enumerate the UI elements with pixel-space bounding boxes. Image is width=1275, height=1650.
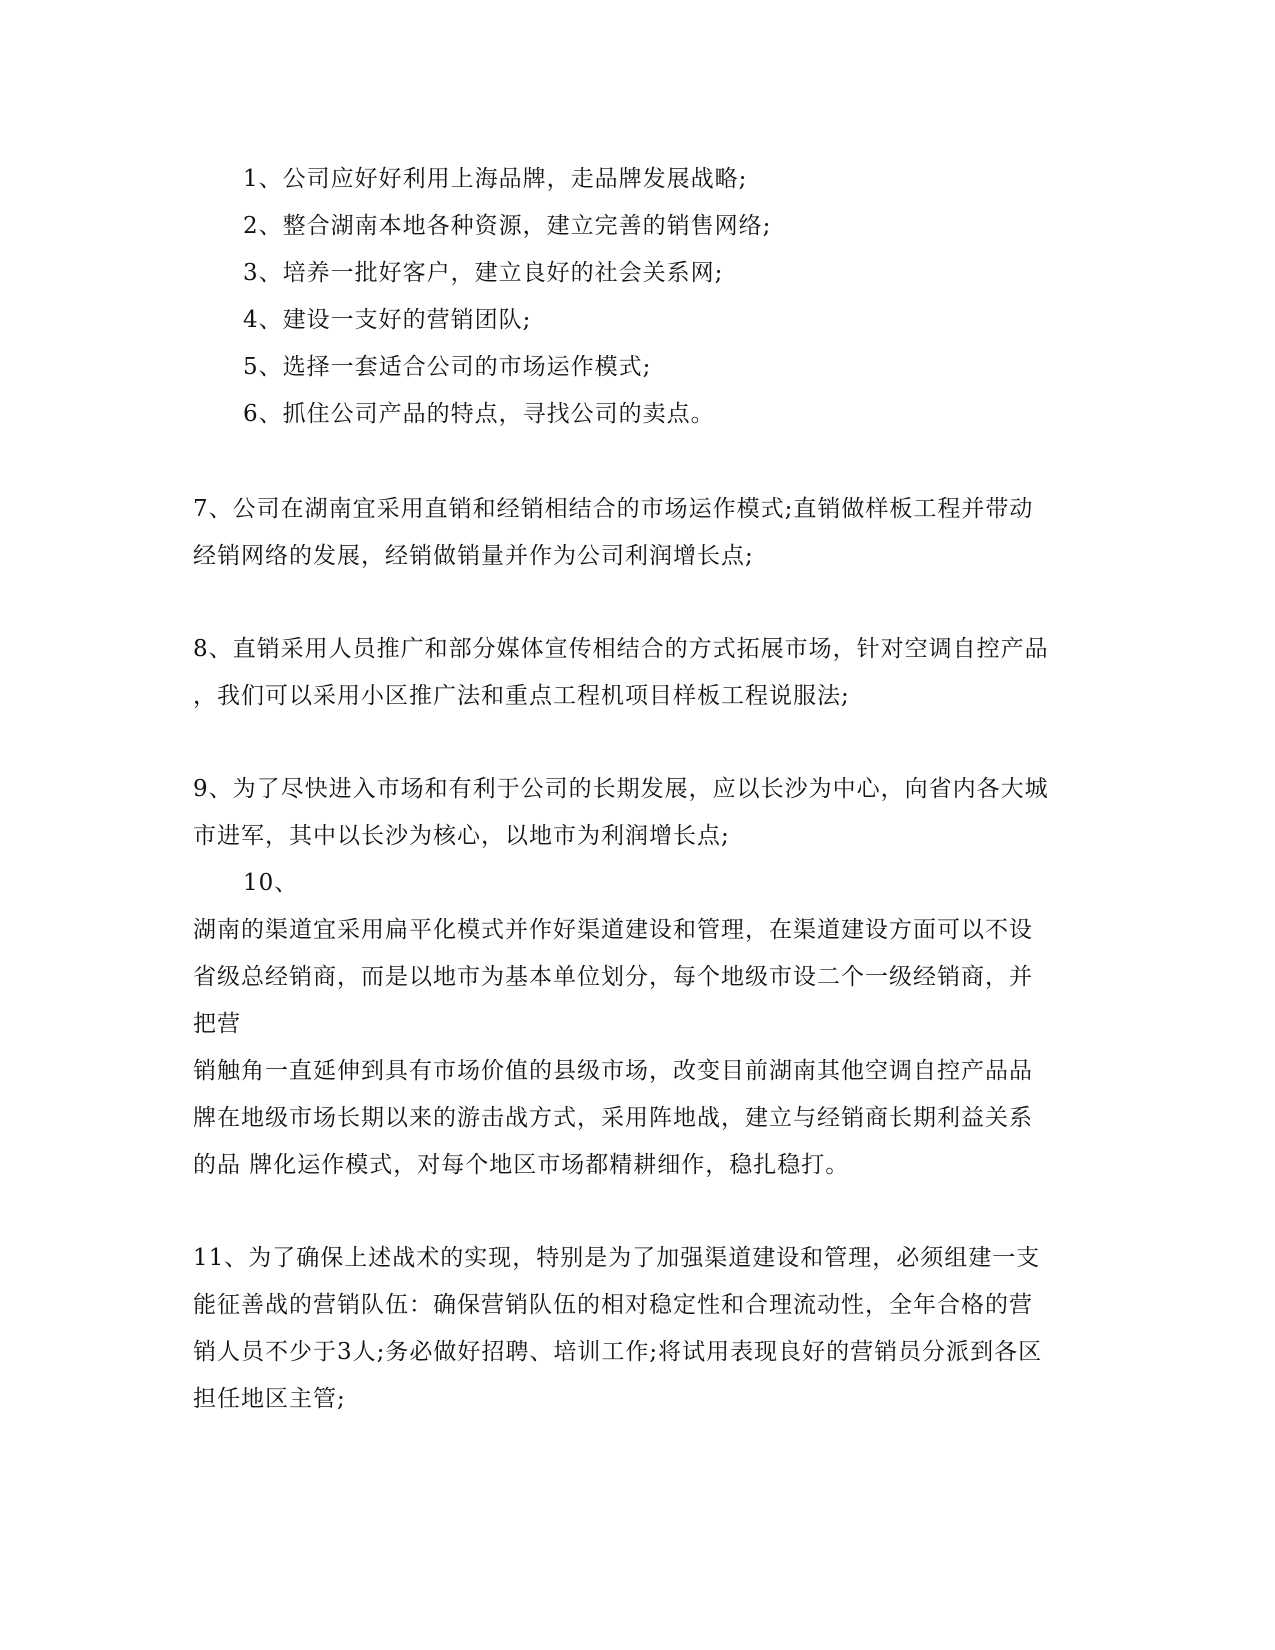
paragraph-line: 销人员不少于3人;务必做好招聘、培训工作;将试用表现良好的营销员分派到各区 (193, 1339, 1043, 1365)
paragraph-line: 担任地区主管; (193, 1386, 346, 1412)
list-item: 4、建设一支好的营销团队; (243, 307, 532, 333)
list-item: 1、公司应好好利用上海品牌，走品牌发展战略; (243, 166, 748, 192)
list-item: 6、抓住公司产品的特点，寻找公司的卖点。 (243, 401, 715, 427)
paragraph-number: 10、 (243, 870, 299, 896)
paragraph-line: 销触角一直延伸到具有市场价值的县级市场，改变目前湖南其他空调自控产品品 (193, 1058, 1033, 1084)
paragraph-line: 省级总经销商，而是以地市为基本单位划分，每个地级市设二个一级经销商，并 (193, 964, 1033, 990)
paragraph-line: 8、直销采用人员推广和部分媒体宣传相结合的方式拓展市场，针对空调自控产品 (193, 636, 1049, 662)
paragraph-line: 9、为了尽快进入市场和有利于公司的长期发展，应以长沙为中心，向省内各大城 (193, 776, 1049, 802)
paragraph-line: 11、为了确保上述战术的实现，特别是为了加强渠道建设和管理，必须组建一支 (193, 1245, 1041, 1271)
list-item: 2、整合湖南本地各种资源，建立完善的销售网络; (243, 213, 772, 239)
paragraph-line: 把营 (193, 1011, 241, 1037)
paragraph-line: 经销网络的发展，经销做销量并作为公司利润增长点; (193, 543, 754, 569)
list-item: 5、选择一套适合公司的市场运作模式; (243, 354, 652, 380)
paragraph-line: 的品 牌化运作模式，对每个地区市场都精耕细作，稳扎稳打。 (193, 1152, 850, 1178)
paragraph-line: 市进军，其中以长沙为核心，以地市为利润增长点; (193, 823, 730, 849)
paragraph-line: 能征善战的营销队伍：确保营销队伍的相对稳定性和合理流动性，全年合格的营 (193, 1292, 1033, 1318)
list-item: 3、培养一批好客户，建立良好的社会关系网; (243, 260, 724, 286)
paragraph-line: 牌在地级市场长期以来的游击战方式，采用阵地战，建立与经销商长期利益关系 (193, 1105, 1033, 1131)
paragraph-line: 湖南的渠道宜采用扁平化模式并作好渠道建设和管理，在渠道建设方面可以不设 (193, 917, 1033, 943)
paragraph-line: 7、公司在湖南宜采用直销和经销相结合的市场运作模式;直销做样板工程并带动 (193, 496, 1034, 522)
paragraph-line: ，我们可以采用小区推广法和重点工程机项目样板工程说服法; (193, 683, 850, 709)
